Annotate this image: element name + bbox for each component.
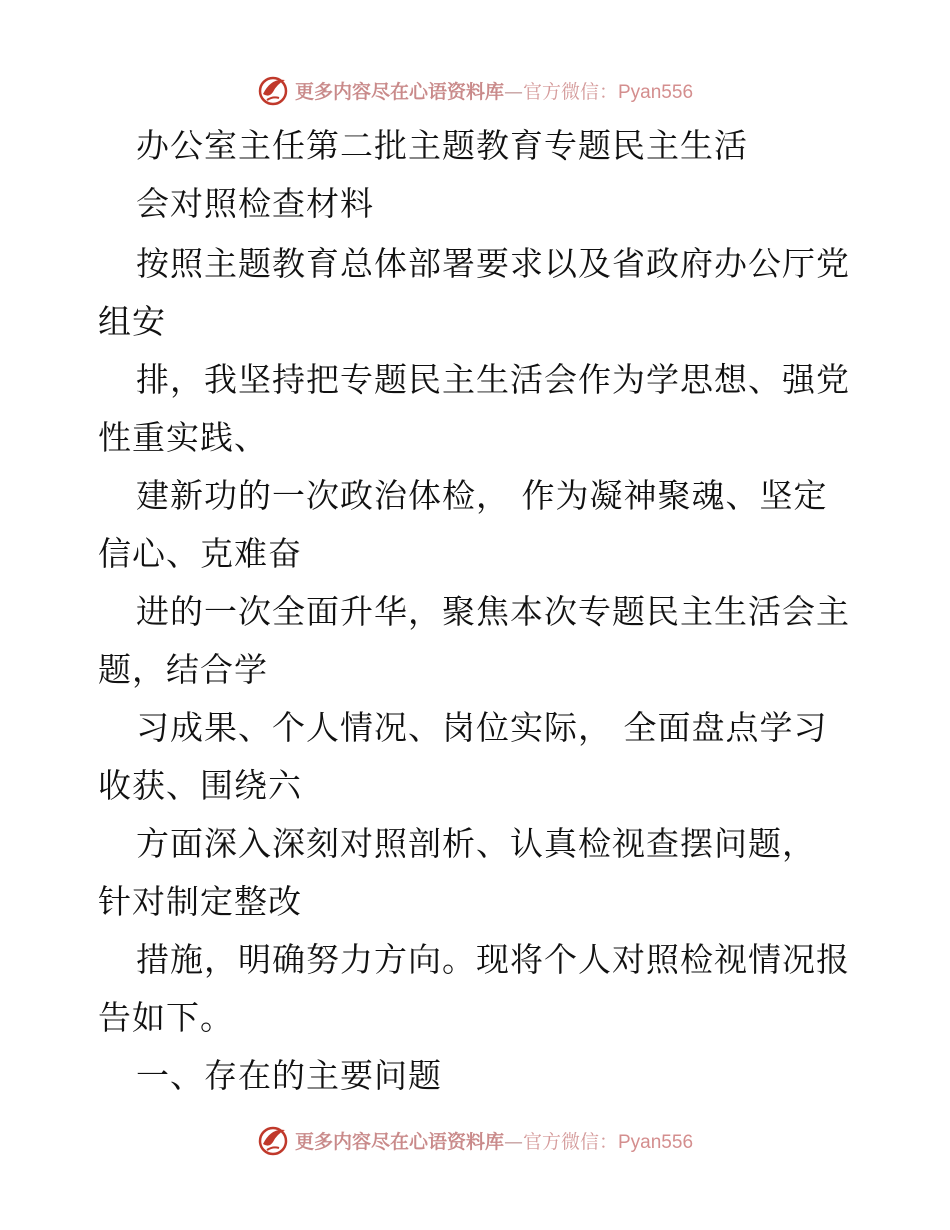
banner-brand-text: 更多内容尽在心语资料库 [294,80,504,103]
document-title-line-1: 办公室主任第二批主题教育专题民主生活 [136,126,748,165]
header-banner-content [257,74,693,106]
footer-banner-content [257,1124,693,1156]
banner-wechat-id: Pyan556 [618,81,694,103]
paragraph-line: 告如下。 [98,998,234,1037]
paragraph-line: 信心、克难奋 [98,534,302,573]
paragraph-line: 题，结合学 [98,650,268,689]
paragraph-line: 按照主题教育总体部署要求以及省政府办公厅党 [136,244,850,283]
logo-icon [257,74,289,106]
paragraph-line: 方面深入深刻对照剖析、认真检视查摆问题， [136,824,816,863]
paragraph-line: 组安 [98,302,166,341]
footer-banner [0,1120,950,1160]
paragraph-line: 措施，明确努力方向。现将个人对照检视情况报 [136,940,850,979]
paragraph-line: 排，我坚持把专题民主生活会作为学思想、强党 [136,360,850,399]
document-title-line-2: 会对照检查材料 [136,184,374,223]
paragraph-line: 进的一次全面升华，聚焦本次专题民主生活会主 [136,592,850,631]
banner-wechat-label: 官方微信： [522,1130,618,1153]
paragraph-line: 习成果、个人情况、岗位实际， 全面盘点学习 [136,708,828,747]
banner-brand-text: 更多内容尽在心语资料库 [294,1130,504,1153]
banner-separator: — [503,1130,523,1153]
banner-separator: — [503,80,523,103]
section-heading: 一、存在的主要问题 [136,1056,442,1095]
banner-wechat-id: Pyan556 [618,1131,694,1153]
paragraph-line: 性重实践、 [98,418,268,457]
paragraph-line: 建新功的一次政治体检， 作为凝神聚魂、坚定 [136,476,828,515]
logo-icon [257,1124,289,1156]
paragraph-line: 针对制定整改 [98,882,302,921]
header-banner [0,70,950,110]
paragraph-line: 收获、围绕六 [98,766,302,805]
banner-wechat-label: 官方微信： [522,80,618,103]
